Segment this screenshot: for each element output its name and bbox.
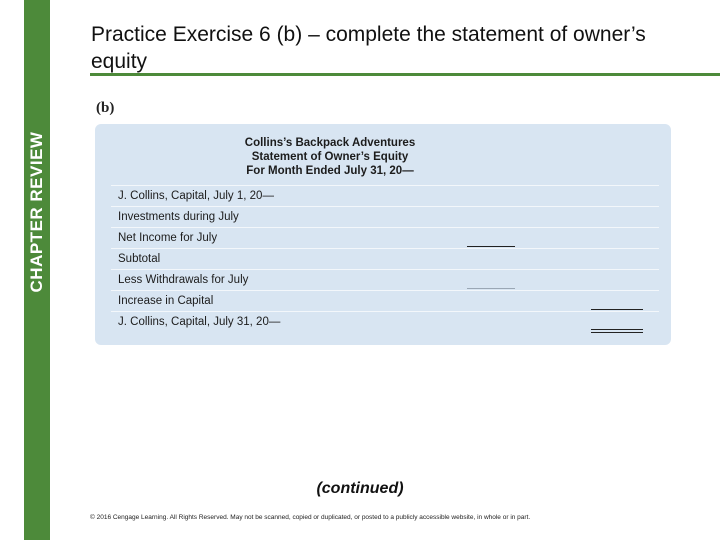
statement-row (111, 248, 659, 269)
statement-name: Statement of Owner’s Equity (251, 151, 409, 163)
statement-company: Collins’s Backpack Adventures (244, 137, 416, 149)
row-label: Increase in Capital (118, 295, 214, 307)
row-label: Investments during July (118, 211, 239, 223)
title-divider (90, 73, 720, 76)
statement-row (111, 185, 659, 206)
slide-title: Practice Exercise 6 (b) – complete the statement of owner’s equity (91, 23, 646, 73)
statement-row (111, 311, 659, 332)
copyright-footer: © 2016 Cengage Learning. All Rights Reserved. May not be scanned, copied or duplicated, or posted to a publicly accessible website, in whole or in part. (90, 514, 531, 521)
ending-single-rule (591, 309, 643, 310)
chapter-sidebar (0, 0, 70, 540)
row-label: J. Collins, Capital, July 1, 20— (118, 190, 274, 202)
statement-header (95, 136, 565, 178)
statement-panel (95, 124, 671, 345)
row-label: J. Collins, Capital, July 31, 20— (118, 316, 281, 328)
statement-row (111, 227, 659, 248)
subtotal-rule (467, 246, 515, 247)
row-label: Subtotal (118, 253, 161, 265)
ending-double-rule-bottom (591, 332, 643, 333)
row-label: Less Withdrawals for July (118, 274, 249, 286)
row-label: Net Income for July (118, 232, 218, 244)
statement-row (111, 269, 659, 290)
statement-row (111, 206, 659, 227)
continued-note: (continued) (316, 480, 404, 497)
increase-rule (467, 288, 515, 289)
part-label: (b) (96, 100, 115, 116)
statement-period: For Month Ended July 31, 20— (246, 165, 414, 177)
sidebar-label: CHAPTER REVIEW (27, 131, 46, 293)
statement-row (111, 290, 659, 311)
ending-double-rule-top (591, 329, 643, 330)
